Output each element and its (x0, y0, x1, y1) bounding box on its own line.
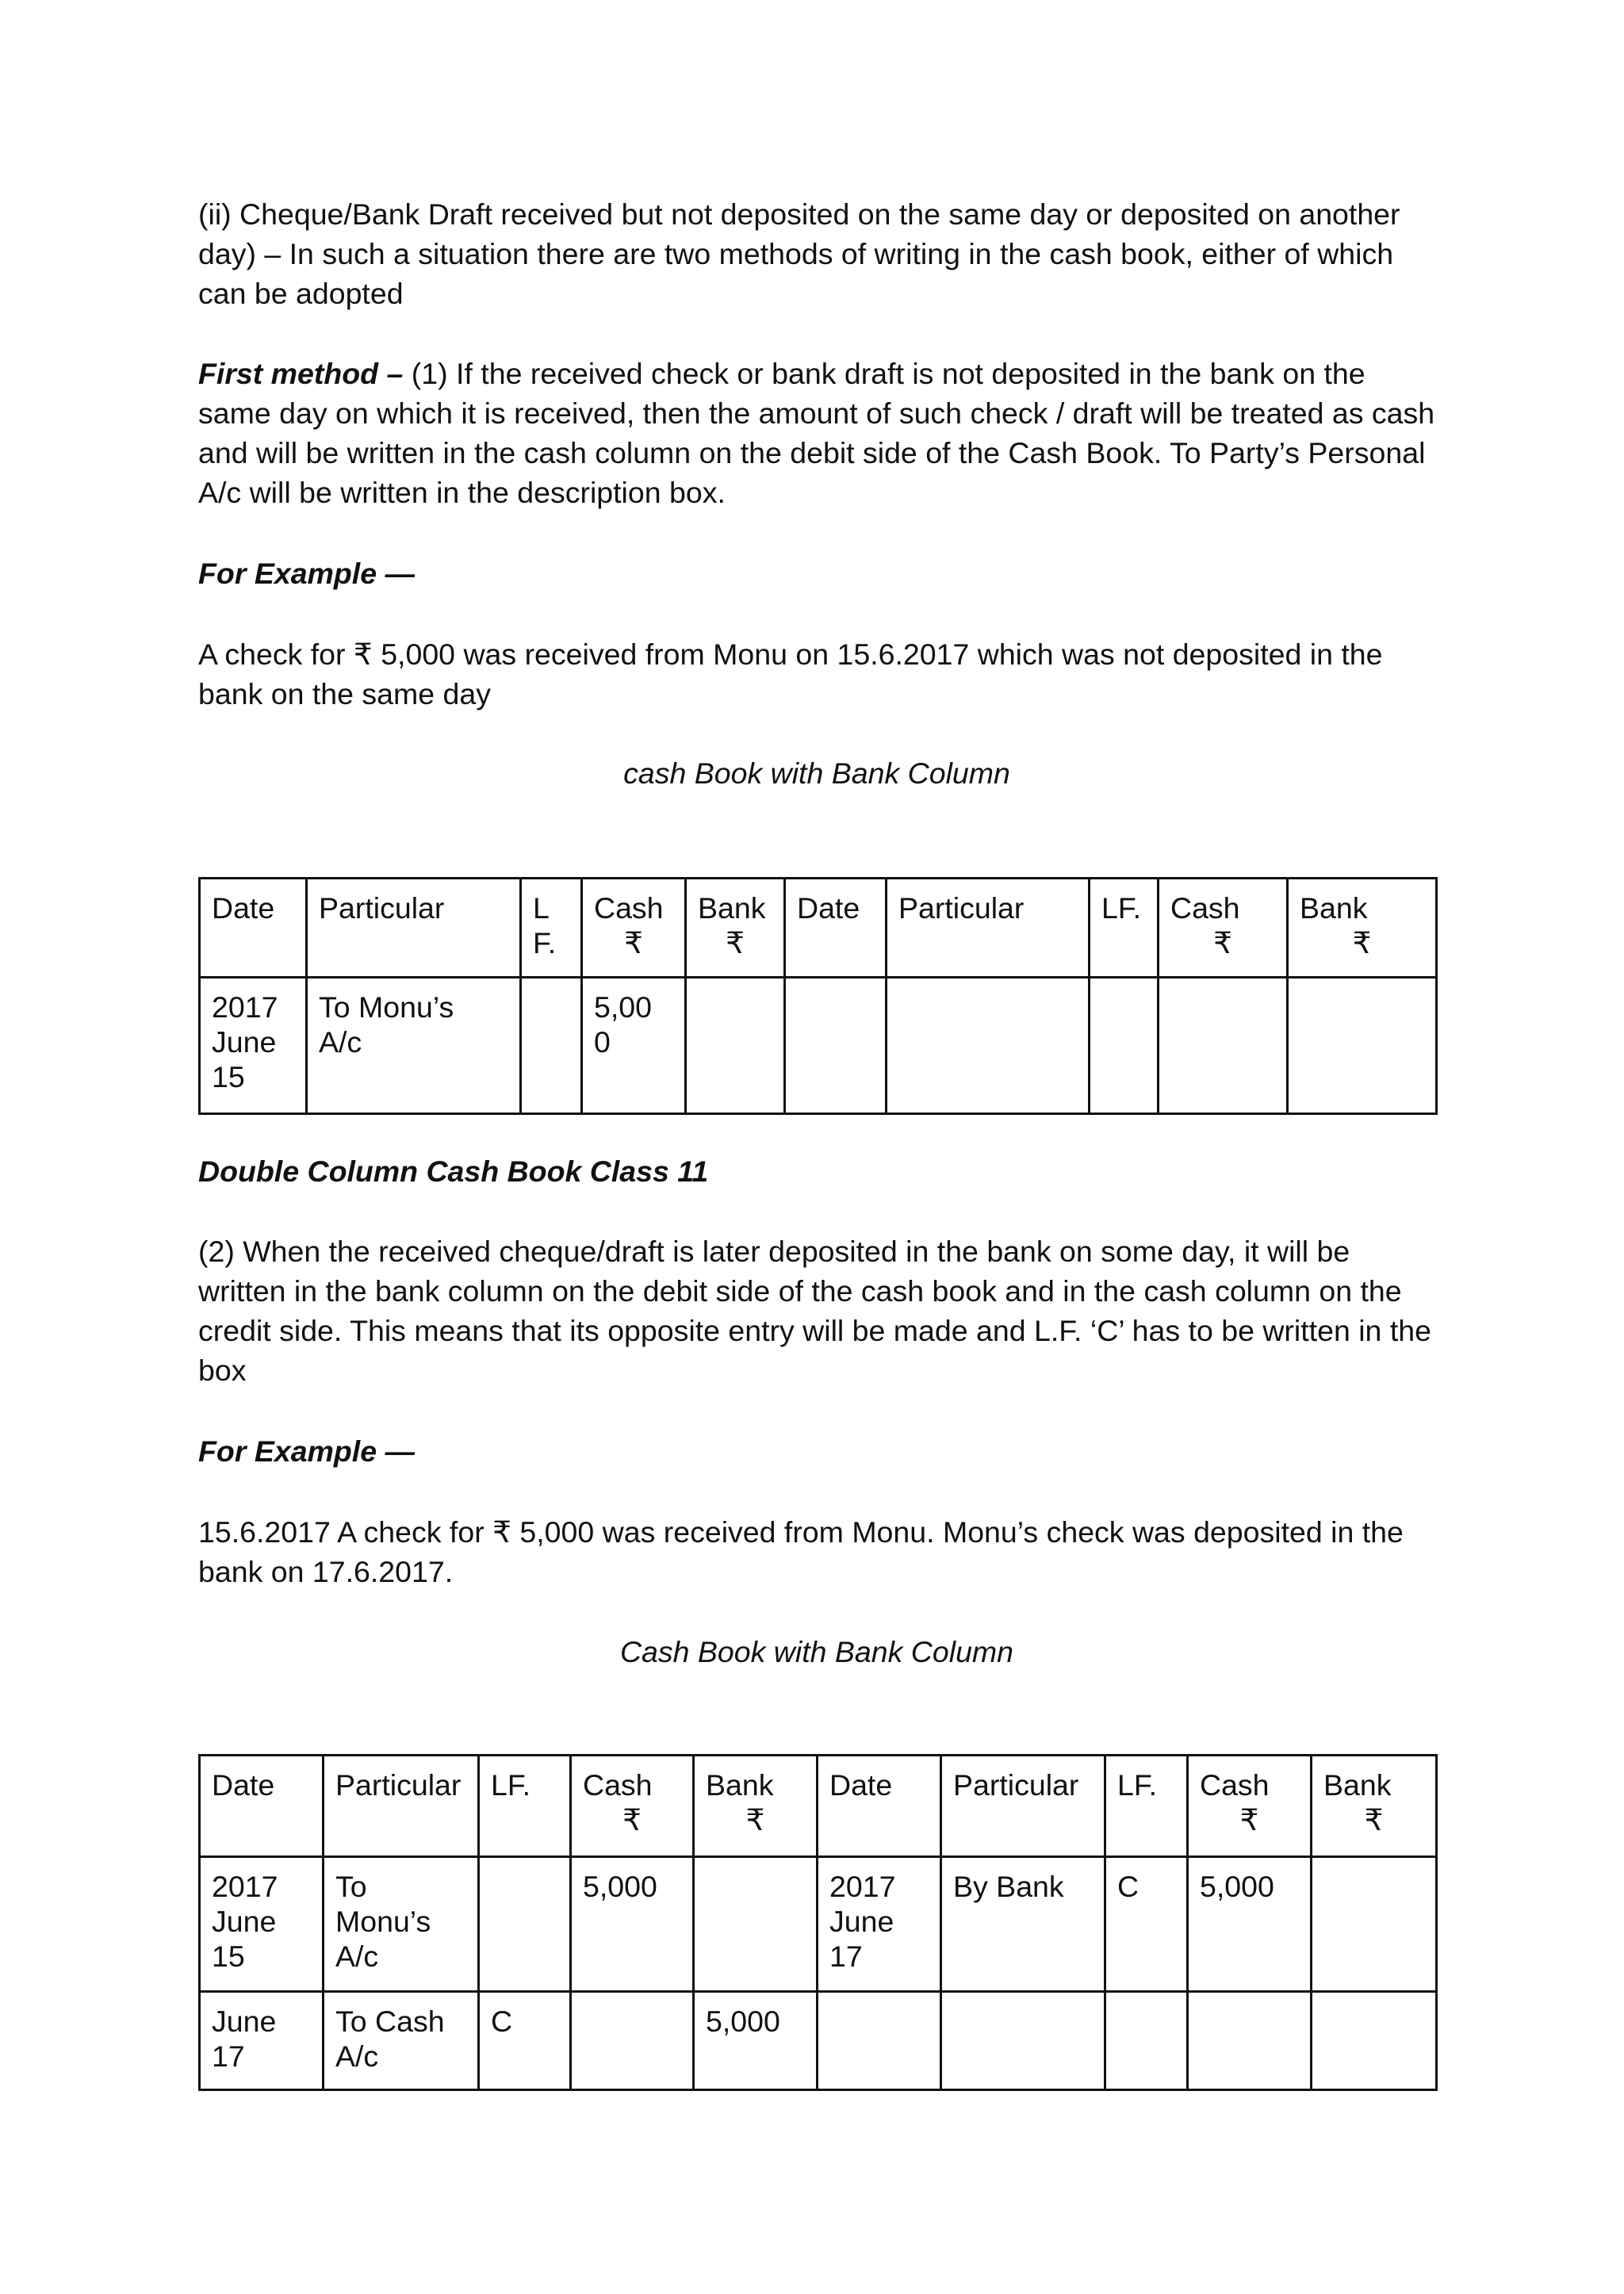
rupee-symbol: ₹ (726, 926, 745, 959)
header-bank-credit (1288, 879, 1437, 978)
cell-cash-credit (1159, 978, 1288, 1114)
first-method-paragraph (198, 354, 1435, 512)
header-cash-credit (1188, 1756, 1312, 1857)
cell-date-debit: June 17 (200, 1992, 324, 2090)
rupee-symbol: ₹ (745, 1803, 765, 1836)
header-date-credit: Date (785, 879, 887, 978)
example2-label: For Example — (198, 1434, 415, 1468)
header-bank-label: Bank (706, 1768, 774, 1802)
header-bank-debit (686, 879, 785, 978)
cell-cash-debit (571, 1992, 694, 2090)
cell-bank-credit (1312, 1857, 1437, 1992)
first-method-text: (1) If the received check or bank draft is not deposited in the bank on the same day on which it is received, then the amount of such check / draft will be treated as cash and will be written in the cash column on the debit side of the Cash Book. To Party’s Personal A/c will be written in the description box. (198, 357, 1435, 509)
cell-particular-credit (887, 978, 1090, 1114)
header-lf-debit: L F. (521, 879, 582, 978)
example1-text: A check for ₹ 5,000 was received from Monu on 15.6.2017 which was not deposited in the bank on the same day (198, 638, 1383, 710)
header-particular-debit: Particular (307, 879, 521, 978)
first-method-label: First method – (198, 357, 404, 390)
header-bank-label: Bank (698, 891, 766, 925)
second-step-paragraph: (2) When the received cheque/draft is later deposited in the bank on some day, it will be written in the bank column on the debit side of the cash book and in the cash column on the credit side. This means that its opposite entry will be made and L.F. ‘C’ has to be written in the box (198, 1235, 1431, 1387)
example1-label: For Example — (198, 557, 415, 590)
cell-lf-credit: C (1105, 1857, 1188, 1992)
rupee-symbol: ₹ (1239, 1803, 1259, 1836)
header-particular-credit: Particular (887, 879, 1090, 978)
section-heading: Double Column Cash Book Class 11 (198, 1155, 709, 1188)
table-header-row (200, 1756, 1437, 1857)
cell-cash-debit: 5,000 (571, 1857, 694, 1992)
cell-lf-debit (479, 1857, 571, 1992)
header-cash-debit (571, 1756, 694, 1857)
header-lf-credit: LF. (1105, 1756, 1188, 1857)
header-cash-debit (582, 879, 686, 978)
cell-cash-debit: 5,00 0 (582, 978, 686, 1114)
table-row (200, 1857, 1437, 1992)
header-lf-credit: LF. (1090, 879, 1159, 978)
header-bank-debit (694, 1756, 818, 1857)
cash-book-table-1 (198, 877, 1438, 1115)
rupee-symbol: ₹ (1352, 926, 1372, 959)
cell-particular-debit: To Monu’s A/c (307, 978, 521, 1114)
cell-particular-credit (941, 1992, 1105, 2090)
header-bank-credit (1312, 1756, 1437, 1857)
cell-bank-debit (686, 978, 785, 1114)
cell-lf-credit (1105, 1992, 1188, 2090)
header-date-debit: Date (200, 1756, 324, 1857)
header-lf-debit: LF. (479, 1756, 571, 1857)
cell-lf-credit (1090, 978, 1159, 1114)
table-row (200, 1992, 1437, 2090)
table-header-row (200, 879, 1437, 978)
cell-date-debit: 2017 June 15 (200, 1857, 324, 1992)
cell-lf-debit (521, 978, 582, 1114)
cell-lf-debit: C (479, 1992, 571, 2090)
cell-particular-debit: To Cash A/c (324, 1992, 479, 2090)
cell-bank-credit (1288, 978, 1437, 1114)
header-bank-label: Bank (1300, 891, 1368, 925)
cell-date-debit: 2017 June 15 (200, 978, 307, 1114)
table1-caption: cash Book with Bank Column (623, 756, 1010, 790)
rupee-symbol: ₹ (624, 926, 643, 959)
header-particular-debit: Particular (324, 1756, 479, 1857)
cell-cash-credit: 5,000 (1188, 1857, 1312, 1992)
cell-date-credit (785, 978, 887, 1114)
header-cash-label: Cash (594, 891, 664, 925)
cell-particular-credit: By Bank (941, 1857, 1105, 1992)
header-date-debit: Date (200, 879, 307, 978)
example2-text: 15.6.2017 A check for ₹ 5,000 was received from Monu. Monu’s check was deposited in the bank on 17.6.2017. (198, 1515, 1404, 1588)
cell-bank-credit (1312, 1992, 1437, 2090)
header-bank-label: Bank (1323, 1768, 1392, 1802)
rupee-symbol: ₹ (1213, 926, 1232, 959)
intro-paragraph: (ii) Cheque/Bank Draft received but not deposited on the same day or deposited on another day) – In such a situation there are two methods of writing in the cash book, either of which can be adopted (198, 197, 1400, 310)
cell-bank-debit: 5,000 (694, 1992, 818, 2090)
cell-cash-credit (1188, 1992, 1312, 2090)
cell-date-credit (818, 1992, 941, 2090)
table2-caption: Cash Book with Bank Column (619, 1635, 1014, 1668)
header-particular-credit: Particular (941, 1756, 1105, 1857)
cash-book-table-2 (198, 1754, 1438, 2091)
header-cash-credit (1159, 879, 1288, 978)
cell-particular-debit: To Monu’s A/c (324, 1857, 479, 1992)
header-cash-label: Cash (1200, 1768, 1270, 1802)
cell-bank-debit (694, 1857, 818, 1992)
table-row (200, 978, 1437, 1114)
header-cash-label: Cash (583, 1768, 653, 1802)
rupee-symbol: ₹ (1364, 1803, 1384, 1836)
rupee-symbol: ₹ (622, 1803, 642, 1836)
header-date-credit: Date (818, 1756, 941, 1857)
cell-date-credit: 2017 June 17 (818, 1857, 941, 1992)
header-cash-label: Cash (1170, 891, 1240, 925)
